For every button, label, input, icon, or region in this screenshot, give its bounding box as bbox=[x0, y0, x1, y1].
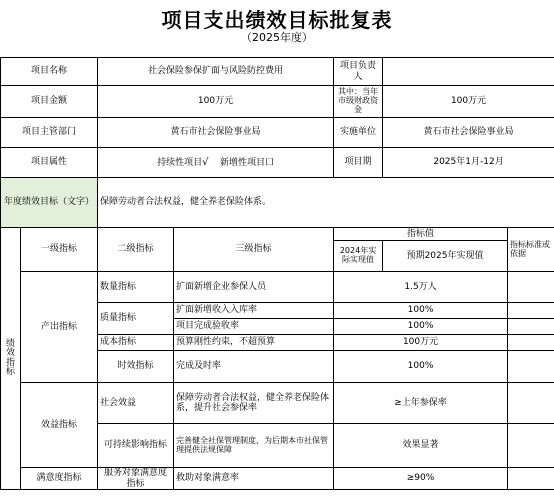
approval-table bbox=[0, 57, 554, 490]
indicator-row bbox=[1, 383, 554, 424]
row-department bbox=[1, 118, 554, 148]
basis-cell bbox=[508, 303, 554, 319]
level2-cell: 成本指标 bbox=[98, 335, 174, 351]
fiscal-label: 其中：当年市级财政资金 bbox=[334, 86, 383, 118]
impl-value: 黄石市社会保险事业局 bbox=[383, 118, 554, 148]
col-actual: 2024年实际实现值 bbox=[334, 241, 383, 272]
level1-cell: 满意度指标 bbox=[21, 468, 98, 490]
col-level3: 三级指标 bbox=[174, 228, 334, 272]
level3-cell: 预算刚性约束，不超预算 bbox=[174, 335, 334, 351]
expected-cell: 100% bbox=[334, 303, 508, 319]
expected-cell: 100% bbox=[334, 319, 508, 335]
level2-cell: 服务对象满意度指标 bbox=[98, 468, 174, 490]
expected-cell: 效果显著 bbox=[334, 424, 508, 468]
level3-cell: 扩面新增企业参保人员 bbox=[174, 272, 334, 303]
level2-cell: 数量指标 bbox=[98, 272, 174, 303]
level3-cell: 保障劳动者合法权益，健全养老保险体系，提升社会参保率 bbox=[174, 383, 334, 424]
col-level1: 一级指标 bbox=[21, 228, 98, 272]
new-project-label: 新增性项目口 bbox=[219, 157, 274, 168]
row-project-amount bbox=[1, 86, 554, 118]
expected-cell: ≥90% bbox=[334, 468, 508, 490]
basis-cell bbox=[508, 351, 554, 383]
expected-cell: 100万元 bbox=[334, 335, 508, 351]
basis-cell bbox=[508, 319, 554, 335]
amount-label: 项目金额 bbox=[1, 86, 98, 118]
level1-cell: 产出指标 bbox=[21, 272, 98, 383]
amount-value: 100万元 bbox=[98, 86, 334, 118]
row-goal bbox=[1, 178, 554, 228]
basis-cell bbox=[508, 424, 554, 468]
level3-cell: 救助对象满意率 bbox=[174, 468, 334, 490]
owner-value bbox=[383, 58, 554, 86]
indicator-row bbox=[1, 272, 554, 303]
level3-cell: 项目完成验收率 bbox=[174, 319, 334, 335]
dept-value: 黄石市社会保险事业局 bbox=[98, 118, 334, 148]
col-value-group: 指标值 bbox=[334, 228, 508, 241]
check-icon: √ bbox=[202, 156, 209, 168]
attr-value-cell bbox=[98, 148, 334, 178]
project-name-label: 项目名称 bbox=[1, 58, 98, 86]
expected-cell: 1.5万人 bbox=[334, 272, 508, 303]
fiscal-value: 100万元 bbox=[383, 86, 554, 118]
page-title: 项目支出绩效目标批复表 bbox=[161, 8, 393, 32]
level3-cell: 扩面新增收入入库率 bbox=[174, 303, 334, 319]
level2-cell: 可持续影响指标 bbox=[98, 424, 174, 468]
goal-text: 保障劳动者合法权益，健全养老保险体系。 bbox=[98, 178, 554, 228]
expected-cell: ≥上年参保率 bbox=[334, 383, 508, 424]
attr-label: 项目属性 bbox=[1, 148, 98, 178]
col-level2: 二级指标 bbox=[98, 228, 174, 272]
goal-label: 年度绩效目标（文字） bbox=[1, 178, 98, 228]
indicator-row bbox=[1, 468, 554, 490]
level2-cell: 社会效益 bbox=[98, 383, 174, 424]
basis-cell bbox=[508, 383, 554, 424]
level3-cell: 完成及时率 bbox=[174, 351, 334, 383]
dept-label: 项目主管部门 bbox=[1, 118, 98, 148]
section-label: 绩效指标 bbox=[1, 228, 21, 490]
page-subtitle: （2025年度） bbox=[241, 31, 313, 44]
continuing-project-label: 持续性项目 bbox=[157, 157, 203, 168]
basis-cell bbox=[508, 272, 554, 303]
owner-label: 项目负责人 bbox=[334, 58, 383, 86]
basis-cell bbox=[508, 335, 554, 351]
row-indicator-header-1 bbox=[1, 228, 554, 241]
basis-cell bbox=[508, 468, 554, 490]
row-attribute bbox=[1, 148, 554, 178]
expected-cell: 100% bbox=[334, 351, 508, 383]
level2-cell: 时效指标 bbox=[98, 351, 174, 383]
project-name-value: 社会保险参保扩面与风险防控费用 bbox=[98, 58, 334, 86]
level3-cell: 完善健全社保管理制度，为后期本市社保管理提供法规保障 bbox=[174, 424, 334, 468]
row-project-name bbox=[1, 58, 554, 86]
level2-cell: 质量指标 bbox=[98, 303, 174, 335]
period-value: 2025年1月-12月 bbox=[383, 148, 554, 178]
period-label: 项目期 bbox=[334, 148, 383, 178]
col-expected: 预期2025年实现值 bbox=[383, 241, 508, 272]
impl-label: 实施单位 bbox=[334, 118, 383, 148]
col-basis: 指标标准或依据 bbox=[508, 228, 554, 272]
level1-cell: 效益指标 bbox=[21, 383, 98, 468]
